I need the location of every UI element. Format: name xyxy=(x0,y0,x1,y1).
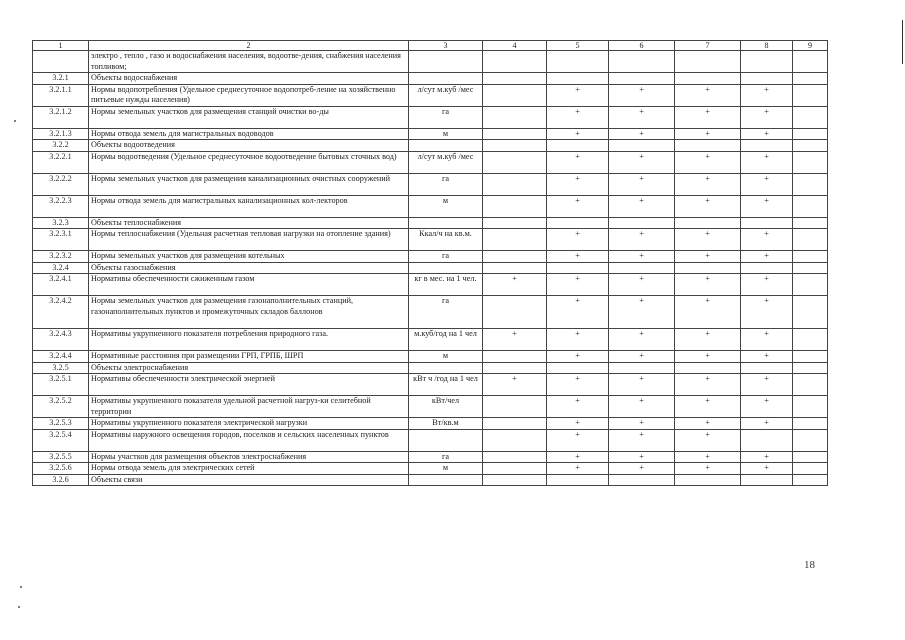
col-8-cell xyxy=(741,51,793,73)
table-row xyxy=(33,51,828,73)
table-row xyxy=(33,474,828,486)
norm-name-cell: Нормы отвода земель для магистральных канализационных кол-лекторов xyxy=(89,195,409,217)
norm-name-cell: Нормативы укрупненного показателя электрической нагрузки xyxy=(89,418,409,430)
table-row xyxy=(33,128,828,140)
col-7-cell xyxy=(675,140,741,152)
col-7-cell: + xyxy=(675,429,741,451)
table-row xyxy=(33,429,828,451)
document-sheet xyxy=(32,40,827,486)
col-5-cell: + xyxy=(547,429,609,451)
col-9-cell xyxy=(793,229,828,251)
row-number-cell: 3.2.4.3 xyxy=(33,329,89,351)
col-7-cell: + xyxy=(675,296,741,329)
row-number-cell: 3.2.4 xyxy=(33,262,89,274)
col-6-cell: + xyxy=(609,329,675,351)
col-9-cell xyxy=(793,362,828,374)
col-8-cell: + xyxy=(741,274,793,296)
col-8-cell: + xyxy=(741,106,793,128)
col-6-cell: + xyxy=(609,396,675,418)
norm-name-cell: Нормативы обеспеченности сжиженным газом xyxy=(89,274,409,296)
row-number-cell: 3.2.4.2 xyxy=(33,296,89,329)
row-number-cell: 3.2.6 xyxy=(33,474,89,486)
unit-cell: кВт ч /год на 1 чел xyxy=(409,374,483,396)
scan-speck xyxy=(18,606,20,608)
col-4-cell xyxy=(483,262,547,274)
norm-name-cell: Нормы отвода земель для электрических сетей xyxy=(89,463,409,475)
col-5-cell xyxy=(547,262,609,274)
col-5-cell: + xyxy=(547,173,609,195)
col-7-cell xyxy=(675,362,741,374)
col-6-cell: + xyxy=(609,106,675,128)
table-row xyxy=(33,396,828,418)
col-7-cell: + xyxy=(675,374,741,396)
scan-speck xyxy=(20,586,22,588)
col-7-cell: + xyxy=(675,128,741,140)
col-5-cell: + xyxy=(547,396,609,418)
table-row xyxy=(33,217,828,229)
scan-speck xyxy=(14,120,16,122)
unit-cell: га xyxy=(409,106,483,128)
unit-cell: м xyxy=(409,463,483,475)
unit-cell: кВт/чел xyxy=(409,396,483,418)
col-9-cell xyxy=(793,474,828,486)
col-7-cell: + xyxy=(675,251,741,263)
col-9-cell xyxy=(793,262,828,274)
unit-cell: Ккал/ч на кв.м. xyxy=(409,229,483,251)
col-8-cell: + xyxy=(741,251,793,263)
unit-cell: м xyxy=(409,128,483,140)
norm-name-cell: Нормативы укрупненного показателя удельной расчетной нагруз-ки селитебной территории xyxy=(89,396,409,418)
col-8-cell: + xyxy=(741,84,793,106)
col-6-cell xyxy=(609,362,675,374)
col-8-cell xyxy=(741,429,793,451)
table-row xyxy=(33,262,828,274)
row-number-cell: 3.2.5.6 xyxy=(33,463,89,475)
header-cell: 7 xyxy=(675,41,741,51)
col-4-cell xyxy=(483,474,547,486)
table-row xyxy=(33,351,828,363)
norm-name-cell: Нормативы обеспеченности электрической энергией xyxy=(89,374,409,396)
col-9-cell xyxy=(793,51,828,73)
header-cell: 6 xyxy=(609,41,675,51)
col-5-cell: + xyxy=(547,195,609,217)
col-9-cell xyxy=(793,73,828,85)
norm-name-cell: Объекты теплоснабжения xyxy=(89,217,409,229)
row-number-cell: 3.2.5.4 xyxy=(33,429,89,451)
col-7-cell xyxy=(675,474,741,486)
col-8-cell xyxy=(741,474,793,486)
col-7-cell: + xyxy=(675,351,741,363)
unit-cell xyxy=(409,362,483,374)
col-7-cell: + xyxy=(675,396,741,418)
table-row xyxy=(33,84,828,106)
norm-name-cell: Нормативы укрупненного показателя потребления природного газа. xyxy=(89,329,409,351)
col-5-cell: + xyxy=(547,463,609,475)
table-row xyxy=(33,451,828,463)
table-row xyxy=(33,418,828,430)
col-6-cell: + xyxy=(609,151,675,173)
unit-cell: л/сут м.куб /мес xyxy=(409,84,483,106)
col-5-cell: + xyxy=(547,374,609,396)
col-7-cell: + xyxy=(675,451,741,463)
unit-cell: м xyxy=(409,195,483,217)
col-4-cell xyxy=(483,173,547,195)
col-9-cell xyxy=(793,217,828,229)
col-6-cell: + xyxy=(609,274,675,296)
col-6-cell: + xyxy=(609,128,675,140)
col-8-cell: + xyxy=(741,396,793,418)
unit-cell xyxy=(409,73,483,85)
col-5-cell xyxy=(547,140,609,152)
norm-name-cell: Нормы водопотребления (Удельное среднесуточное водопотреб-ление на хозяйственно питьевые нужды населения) xyxy=(89,84,409,106)
col-7-cell: + xyxy=(675,151,741,173)
col-5-cell xyxy=(547,73,609,85)
col-8-cell: + xyxy=(741,374,793,396)
col-8-cell: + xyxy=(741,418,793,430)
norm-name-cell: Нормы участков для размещения объектов электроснабжения xyxy=(89,451,409,463)
col-9-cell xyxy=(793,151,828,173)
col-9-cell xyxy=(793,396,828,418)
row-number-cell: 3.2.3.2 xyxy=(33,251,89,263)
col-6-cell: + xyxy=(609,351,675,363)
col-4-cell xyxy=(483,296,547,329)
norm-name-cell: Нормы земельных участков для размещения станций очистки во-ды xyxy=(89,106,409,128)
row-number-cell: 3.2.5.5 xyxy=(33,451,89,463)
header-cell: 4 xyxy=(483,41,547,51)
col-6-cell xyxy=(609,51,675,73)
norm-name-cell: Нормы отвода земель для магистральных водоводов xyxy=(89,128,409,140)
table-row xyxy=(33,362,828,374)
col-6-cell: + xyxy=(609,84,675,106)
col-8-cell: + xyxy=(741,229,793,251)
col-9-cell xyxy=(793,173,828,195)
norm-name-cell: Объекты газоснабжения xyxy=(89,262,409,274)
col-5-cell: + xyxy=(547,329,609,351)
table-row xyxy=(33,229,828,251)
col-5-cell: + xyxy=(547,151,609,173)
unit-cell: м.куб/год на 1 чел xyxy=(409,329,483,351)
row-number-cell: 3.2.2 xyxy=(33,140,89,152)
header-cell: 2 xyxy=(89,41,409,51)
col-4-cell xyxy=(483,229,547,251)
col-4-cell xyxy=(483,140,547,152)
col-4-cell: + xyxy=(483,274,547,296)
col-6-cell: + xyxy=(609,374,675,396)
unit-cell: м xyxy=(409,351,483,363)
col-5-cell: + xyxy=(547,106,609,128)
unit-cell: га xyxy=(409,296,483,329)
col-5-cell: + xyxy=(547,451,609,463)
col-7-cell: + xyxy=(675,229,741,251)
col-5-cell xyxy=(547,51,609,73)
col-7-cell: + xyxy=(675,173,741,195)
col-6-cell: + xyxy=(609,451,675,463)
norm-name-cell: Объекты электроснабжения xyxy=(89,362,409,374)
col-5-cell: + xyxy=(547,351,609,363)
col-5-cell: + xyxy=(547,229,609,251)
col-8-cell xyxy=(741,217,793,229)
row-number-cell: 3.2.1.3 xyxy=(33,128,89,140)
norm-name-cell: Объекты водоотведения xyxy=(89,140,409,152)
col-6-cell: + xyxy=(609,251,675,263)
col-4-cell xyxy=(483,463,547,475)
col-8-cell: + xyxy=(741,173,793,195)
row-number-cell: 3.2.5.1 xyxy=(33,374,89,396)
col-8-cell xyxy=(741,73,793,85)
norms-table xyxy=(32,40,828,486)
col-9-cell xyxy=(793,128,828,140)
col-8-cell: + xyxy=(741,296,793,329)
col-6-cell xyxy=(609,140,675,152)
col-8-cell: + xyxy=(741,151,793,173)
col-4-cell: + xyxy=(483,374,547,396)
table-row xyxy=(33,106,828,128)
col-9-cell xyxy=(793,351,828,363)
col-7-cell xyxy=(675,51,741,73)
col-6-cell: + xyxy=(609,173,675,195)
col-7-cell xyxy=(675,73,741,85)
col-9-cell xyxy=(793,329,828,351)
col-9-cell xyxy=(793,84,828,106)
row-number-cell: 3.2.3 xyxy=(33,217,89,229)
col-8-cell: + xyxy=(741,463,793,475)
page-edge-mark xyxy=(902,20,903,64)
col-4-cell xyxy=(483,429,547,451)
row-number-cell: 3.2.5 xyxy=(33,362,89,374)
col-8-cell: + xyxy=(741,329,793,351)
row-number-cell: 3.2.2.2 xyxy=(33,173,89,195)
table-row xyxy=(33,173,828,195)
col-4-cell: + xyxy=(483,329,547,351)
table-row xyxy=(33,251,828,263)
col-4-cell xyxy=(483,362,547,374)
row-number-cell: 3.2.2.1 xyxy=(33,151,89,173)
col-5-cell xyxy=(547,217,609,229)
col-5-cell xyxy=(547,362,609,374)
col-9-cell xyxy=(793,251,828,263)
table-row xyxy=(33,73,828,85)
unit-cell: Вт/кв.м xyxy=(409,418,483,430)
unit-cell xyxy=(409,140,483,152)
page-number: 18 xyxy=(804,559,815,571)
col-9-cell xyxy=(793,463,828,475)
col-7-cell xyxy=(675,262,741,274)
row-number-cell xyxy=(33,51,89,73)
table-row xyxy=(33,329,828,351)
unit-cell: га xyxy=(409,451,483,463)
norm-name-cell: Объекты связи xyxy=(89,474,409,486)
col-7-cell: + xyxy=(675,274,741,296)
col-8-cell: + xyxy=(741,351,793,363)
table-row xyxy=(33,151,828,173)
table-row xyxy=(33,296,828,329)
norm-name-cell: Нормативы наружного освещения городов, поселков и сельских населенных пунктов xyxy=(89,429,409,451)
col-4-cell xyxy=(483,217,547,229)
table-row xyxy=(33,274,828,296)
col-4-cell xyxy=(483,73,547,85)
row-number-cell: 3.2.1 xyxy=(33,73,89,85)
col-6-cell xyxy=(609,217,675,229)
row-number-cell: 3.2.4.1 xyxy=(33,274,89,296)
col-9-cell xyxy=(793,429,828,451)
col-5-cell xyxy=(547,474,609,486)
table-row xyxy=(33,374,828,396)
col-5-cell: + xyxy=(547,274,609,296)
col-5-cell: + xyxy=(547,84,609,106)
col-4-cell xyxy=(483,151,547,173)
row-number-cell: 3.2.5.2 xyxy=(33,396,89,418)
col-7-cell xyxy=(675,217,741,229)
header-cell: 1 xyxy=(33,41,89,51)
col-5-cell: + xyxy=(547,251,609,263)
unit-cell: га xyxy=(409,251,483,263)
table-row xyxy=(33,140,828,152)
col-7-cell: + xyxy=(675,106,741,128)
norm-name-cell: Нормы земельных участков для размещения канализационных очистных сооружений xyxy=(89,173,409,195)
col-4-cell xyxy=(483,251,547,263)
col-6-cell xyxy=(609,73,675,85)
table-row xyxy=(33,195,828,217)
row-number-cell: 3.2.4.4 xyxy=(33,351,89,363)
col-7-cell: + xyxy=(675,463,741,475)
col-4-cell xyxy=(483,106,547,128)
header-cell: 3 xyxy=(409,41,483,51)
col-6-cell: + xyxy=(609,418,675,430)
norm-name-cell: Нормы земельных участков для размещения котельных xyxy=(89,251,409,263)
col-7-cell: + xyxy=(675,418,741,430)
col-4-cell xyxy=(483,84,547,106)
col-9-cell xyxy=(793,418,828,430)
col-7-cell: + xyxy=(675,329,741,351)
norm-name-cell: Нормы земельных участков для размещения газонаполнительных станций, газонаполнительных пунктов и промежуточных складов баллонов xyxy=(89,296,409,329)
norm-name-cell: Нормы водоотведения (Удельное среднесуточное водоотведение бытовых сточных вод) xyxy=(89,151,409,173)
col-6-cell: + xyxy=(609,195,675,217)
col-9-cell xyxy=(793,451,828,463)
unit-cell xyxy=(409,429,483,451)
norm-name-cell: Нормативные расстояния при размещении ГРП, ГРПБ, ШРП xyxy=(89,351,409,363)
col-9-cell xyxy=(793,195,828,217)
col-5-cell: + xyxy=(547,418,609,430)
col-4-cell xyxy=(483,351,547,363)
col-4-cell xyxy=(483,418,547,430)
unit-cell xyxy=(409,474,483,486)
col-6-cell: + xyxy=(609,429,675,451)
col-8-cell xyxy=(741,362,793,374)
col-9-cell xyxy=(793,374,828,396)
unit-cell xyxy=(409,217,483,229)
col-6-cell xyxy=(609,474,675,486)
col-7-cell: + xyxy=(675,84,741,106)
col-9-cell xyxy=(793,140,828,152)
row-number-cell: 3.2.1.2 xyxy=(33,106,89,128)
norm-name-cell: Объекты водоснабжения xyxy=(89,73,409,85)
col-6-cell: + xyxy=(609,229,675,251)
col-6-cell: + xyxy=(609,463,675,475)
unit-cell xyxy=(409,262,483,274)
col-9-cell xyxy=(793,274,828,296)
header-cell: 9 xyxy=(793,41,828,51)
col-9-cell xyxy=(793,296,828,329)
row-number-cell: 3.2.1.1 xyxy=(33,84,89,106)
col-8-cell xyxy=(741,140,793,152)
col-8-cell: + xyxy=(741,128,793,140)
unit-cell: га xyxy=(409,173,483,195)
col-8-cell: + xyxy=(741,195,793,217)
row-number-cell: 3.2.5.3 xyxy=(33,418,89,430)
header-cell: 8 xyxy=(741,41,793,51)
col-5-cell: + xyxy=(547,128,609,140)
unit-cell: кг в мес. на 1 чел. xyxy=(409,274,483,296)
col-4-cell xyxy=(483,128,547,140)
norm-name-cell: электро , тепло , газо и водоснабжения населения, водоотве-дения, снабжения населения топливом; xyxy=(89,51,409,73)
col-8-cell xyxy=(741,262,793,274)
row-number-cell: 3.2.3.1 xyxy=(33,229,89,251)
col-4-cell xyxy=(483,195,547,217)
table-header-row xyxy=(33,41,828,51)
header-cell: 5 xyxy=(547,41,609,51)
unit-cell: л/сут м.куб /мес xyxy=(409,151,483,173)
col-6-cell: + xyxy=(609,296,675,329)
col-4-cell xyxy=(483,51,547,73)
table-row xyxy=(33,463,828,475)
col-4-cell xyxy=(483,396,547,418)
col-6-cell xyxy=(609,262,675,274)
col-8-cell: + xyxy=(741,451,793,463)
col-9-cell xyxy=(793,106,828,128)
col-4-cell xyxy=(483,451,547,463)
norm-name-cell: Нормы теплоснабжения (Удельная расчетная тепловая нагрузки на отопление здания) xyxy=(89,229,409,251)
col-7-cell: + xyxy=(675,195,741,217)
row-number-cell: 3.2.2.3 xyxy=(33,195,89,217)
col-5-cell: + xyxy=(547,296,609,329)
unit-cell xyxy=(409,51,483,73)
